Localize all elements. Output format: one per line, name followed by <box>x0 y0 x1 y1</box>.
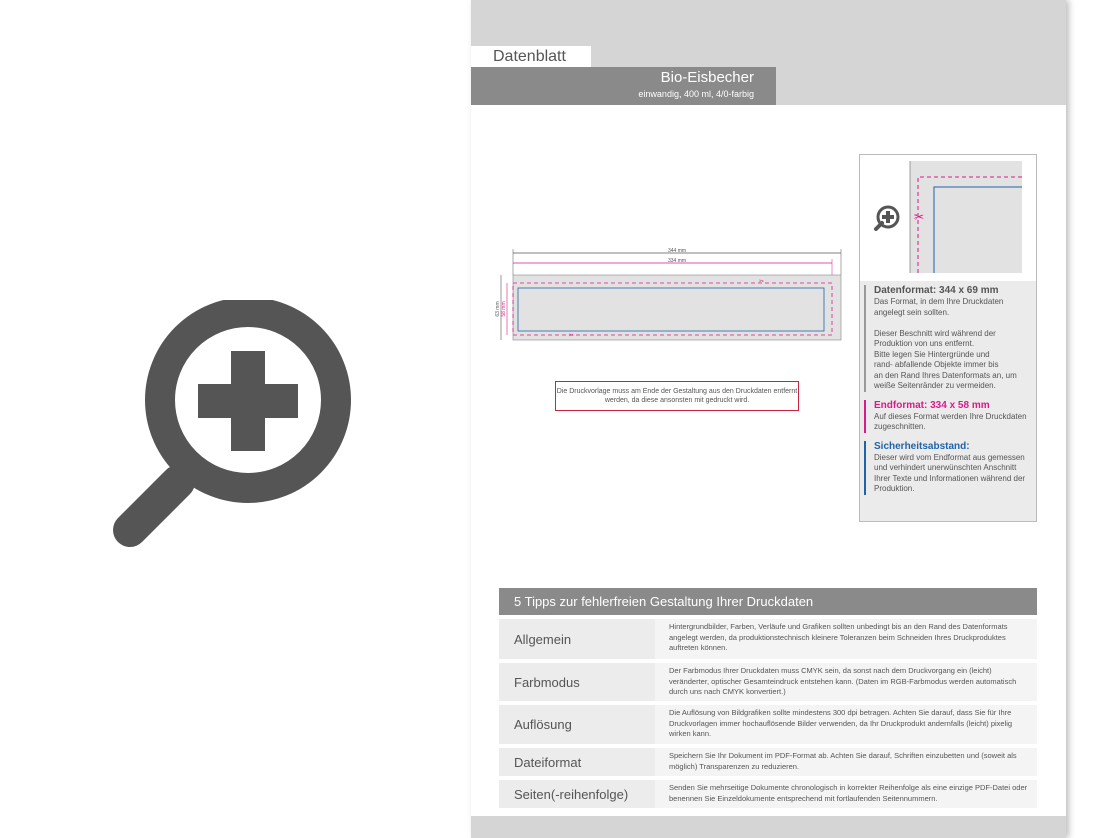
legend-panel <box>859 154 1037 522</box>
legend-endformat <box>864 400 1036 433</box>
tip-label: Dateiformat <box>514 754 582 770</box>
endformat-title: Endformat: 334 x 58 mm <box>874 399 990 411</box>
tip-label: Farbmodus <box>514 674 580 690</box>
zoom-in-icon[interactable] <box>100 300 360 550</box>
height-outer-label: 63 mm <box>495 301 501 317</box>
tip-text: Die Auflösung von Bildgrafiken sollte mindestens 300 dpi betragen. Achten Sie darauf, dass Sie für Ihre Druckvorlagen immer hochauflösende Bilder verwenden, da Ihr Druckprodukt andernfalls (leicht) pixelig wirken kann. <box>655 705 1037 744</box>
tip-row <box>499 705 1037 744</box>
format-drawing <box>489 245 849 355</box>
sicherheit-title: Sicherheitsabstand: <box>874 440 970 452</box>
endformat-text: Auf dieses Format werden Ihre Druckdaten zugeschnitten. <box>874 411 1027 431</box>
tip-label: Seiten(-reihenfolge) <box>514 786 629 802</box>
svg-text:✂: ✂ <box>759 279 765 285</box>
datenformat-text: Das Format, in dem Ihre Druckdaten angelegt sein sollten. Dieser Beschnitt wird während der Produktion von uns entfernt. Bitte legen Sie Hintergründe und rand- abfallende Objekte immer bis an den Rand Ihres Datenformats an, um weiße Seitenränder zu vermeiden. <box>874 297 1017 390</box>
tip-label: Auflösung <box>514 717 572 732</box>
svg-text:✂: ✂ <box>569 333 575 339</box>
legend-zoom-preview <box>860 155 1036 281</box>
tip-row <box>499 663 1037 701</box>
svg-text:✂: ✂ <box>914 210 925 224</box>
width-inner-label: 334 mm <box>667 258 687 264</box>
product-subtitle: einwandig, 400 ml, 4/0-farbig <box>638 89 754 99</box>
tab-datenblatt: Datenblatt <box>471 46 591 67</box>
legend-datenformat <box>864 285 1036 392</box>
tips-section <box>499 588 1037 808</box>
warning-note: Die Druckvorlage muss am Ende der Gestaltung aus den Druckdaten entfernt werden, da diese ansonsten mit gedruckt wird. <box>555 381 799 411</box>
datenformat-title: Datenformat: 344 x 69 mm <box>874 285 999 296</box>
page-footer <box>471 816 1066 838</box>
product-header <box>471 67 776 105</box>
tip-text: Speichern Sie Ihr Dokument im PDF-Format ab. Achten Sie darauf, Schriften einzubetten und (soweit als möglich) Transparenzen zu reduzieren. <box>655 748 1037 776</box>
height-inner-label: 58 mm <box>501 301 507 317</box>
tip-text: Der Farbmodus Ihrer Druckdaten muss CMYK sein, da sonst nach dem Druckvorgang ein (leicht) veränderter, optischer Gesamteindruck entstehen kann. (Daten im RGB-Farbmodus werden automatisch durch uns nach CMYK konvertiert.) <box>655 663 1037 701</box>
legend-body <box>860 281 1036 521</box>
tip-row <box>499 780 1037 808</box>
tip-row <box>499 748 1037 776</box>
datasheet-page <box>471 0 1066 838</box>
magnifier-icon <box>876 207 898 229</box>
tip-text: Senden Sie mehrseitige Dokumente chronologisch in korrekter Reihenfolge als eine einzige PDF-Datei oder benennen Sie Einzeldokumente entsprechend mit fortlaufenden Seitennummern. <box>655 780 1037 808</box>
page-header <box>471 0 1066 105</box>
tip-text: Hintergrundbilder, Farben, Verläufe und Grafiken sollten unbedingt bis an den Rand des Datenformats angelegt werden, da produktionstechnisch kleinere Toleranzen beim Schneiden Ihres Druckproduktes auftreten können. <box>655 619 1037 659</box>
legend-sicherheitsabstand <box>864 441 1036 495</box>
tips-title: 5 Tipps zur fehlerfreien Gestaltung Ihrer Druckdaten <box>499 588 1037 615</box>
width-outer-label: 344 mm <box>667 248 687 254</box>
product-title: Bio-Eisbecher <box>660 69 754 86</box>
sicherheit-text: Dieser wird vom Endformat aus gemessen und verhindert unerwünschten Anschnitt Ihrer Texte und Informationen während der Produktion. <box>874 452 1026 493</box>
tip-label: Allgemein <box>514 631 572 647</box>
tip-row <box>499 619 1037 659</box>
